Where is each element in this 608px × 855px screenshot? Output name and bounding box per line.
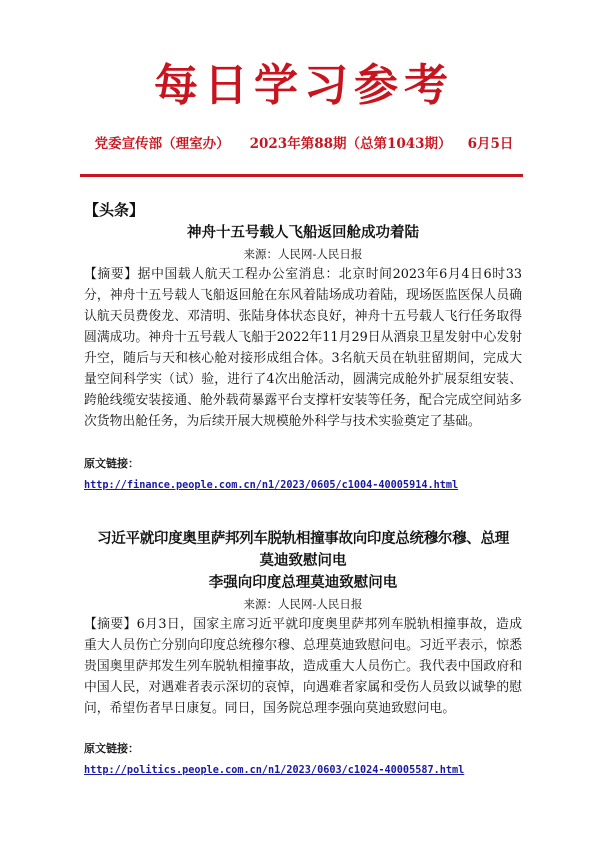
source-link[interactable]: http://finance.people.com.cn/n1/2023/0605/c1004-40005914.html <box>84 480 459 491</box>
article-title-line-2: 莫迪致慰问电 <box>259 553 347 569</box>
source-link-label: 原文链接： <box>84 742 139 755</box>
article-summary: 【摘要】据中国载人航天工程办公室消息：北京时间2023年6月4日6时33分，神舟十五号载人飞船返回舱在东风着陆场成功着陆，现场医监医保人员确认航天员费俊龙、邓清明、张陆身体状态良好，神舟十五号载人飞行任务取得圆满成功。神舟十五号载人飞船于2022年11月29日从酒泉卫星发射中心发射升空，随后与天和核心舱对接形成组合体。3名航天员在轨驻留期间，完成大量空间科学实（试）验，进行了4次出舱活动，圆满完成舱外扩展泵组安装、跨舱线缆安装接通、舱外载荷暴露平台支撑杆安装等任务，配合完成空间站多次货物出舱任务，为后续开展大规模舱外科学与技术实验奠定了基础。 <box>84 267 522 429</box>
article-summary: 【摘要】6月3日，国家主席习近平就印度奥里萨邦列车脱轨相撞事故，造成重大人员伤亡分别向印度总统穆尔穆、总理莫迪致慰问电。习近平表示，惊悉贵国奥里萨邦发生列车脱轨相撞事故，造成重大人员伤亡。我代表中国政府和中国人民，对遇难者表示深切的哀悼，向遇难者家属和受伤人员致以诚挚的慰问，希望伤者早日康复。同日，国务院总理李强向莫迪致慰问电。 <box>84 617 522 716</box>
article-title-line-1: 习近平就印度奥里萨邦列车脱轨相撞事故向印度总统穆尔穆、总理 <box>97 531 509 547</box>
article-source: 来源：人民网-人民日报 <box>243 597 363 611</box>
article-source: 来源：人民网-人民日报 <box>243 247 363 261</box>
header-divider <box>80 174 523 177</box>
issue-number: 2023年第88期（总第1043期） <box>249 136 452 152</box>
issue-date: 6月5日 <box>467 136 514 152</box>
article-title: 神舟十五号载人飞船返回舱成功着陆 <box>187 225 419 241</box>
department-label: 党委宣传部（理室办） <box>94 136 230 152</box>
article-2 <box>84 528 522 779</box>
section-label: 【头条】 <box>84 201 145 219</box>
article-1 <box>84 222 522 494</box>
masthead-title: 每日学习参考 <box>154 60 454 111</box>
source-link-label: 原文链接： <box>84 457 139 470</box>
issue-line <box>0 135 608 153</box>
source-link[interactable]: http://politics.people.com.cn/n1/2023/0603/c1024-40005587.html <box>84 765 465 776</box>
article-subtitle: 李强向印度总理莫迪致慰问电 <box>208 575 398 591</box>
